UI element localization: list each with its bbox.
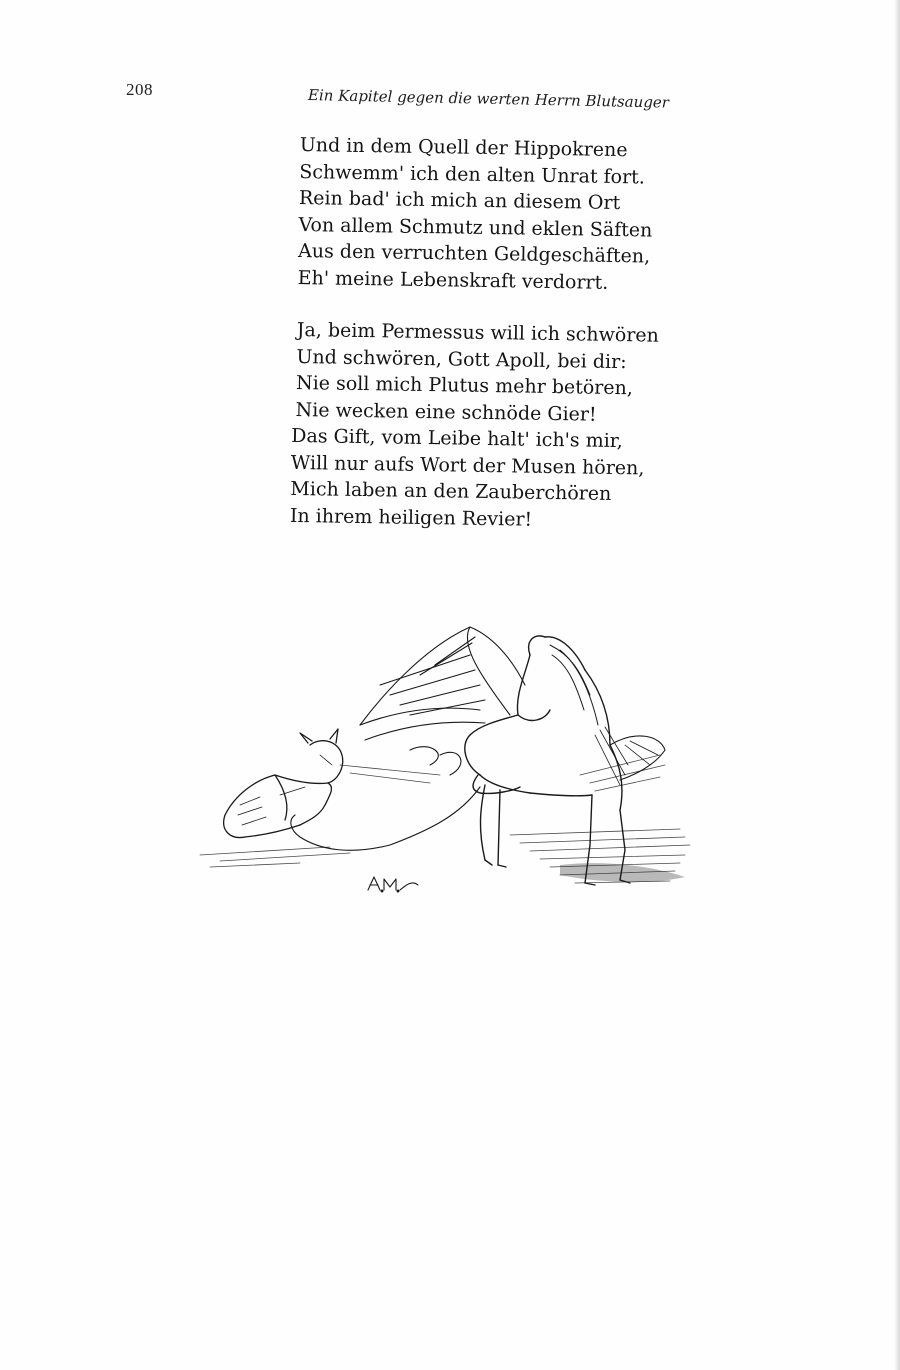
crouching-satyr bbox=[224, 729, 343, 838]
pegasus-illustration bbox=[180, 615, 700, 905]
poem-line: Und in dem Quell der Hippokrene bbox=[299, 133, 628, 162]
poem-line: Das Gift, vom Leibe halt' ich's mir, bbox=[291, 424, 623, 453]
poem-line: Und schwören, Gott Apoll, bei dir: bbox=[296, 345, 627, 373]
stanza-2 bbox=[289, 317, 660, 535]
stanza-1 bbox=[298, 132, 662, 297]
wing bbox=[360, 627, 525, 775]
poem-line: Ja, beim Permessus will ich schwören bbox=[296, 318, 660, 347]
poem-line: Eh' meine Lebenskraft verdorrt. bbox=[297, 266, 609, 294]
poem-line: Rein bad' ich mich an diesem Ort bbox=[298, 186, 621, 215]
artist-monogram-signature bbox=[368, 877, 418, 892]
poem-line: Von allem Schmutz und eklen Säften bbox=[298, 213, 653, 242]
poem bbox=[289, 132, 662, 561]
poem-line: Mich laben an den Zauberchören bbox=[290, 477, 612, 505]
pegasus-horse bbox=[465, 636, 665, 885]
poem-line: Schwemm' ich den alten Unrat fort. bbox=[299, 160, 646, 188]
poem-line: Nie wecken eine schnöde Gier! bbox=[295, 398, 597, 426]
running-head: Ein Kapitel gegen die werten Herrn Blutsauger bbox=[307, 86, 670, 112]
poem-line: Aus den verruchten Geldgeschäften, bbox=[297, 239, 651, 268]
poem-line: In ihrem heiligen Revier! bbox=[289, 504, 533, 531]
page-number: 208 bbox=[126, 80, 153, 99]
page-edge-shadow bbox=[894, 0, 900, 1370]
poem-line: Nie soll mich Plutus mehr betören, bbox=[295, 371, 634, 400]
poem-line: Will nur aufs Wort der Musen hören, bbox=[290, 451, 645, 479]
rope bbox=[291, 787, 480, 850]
